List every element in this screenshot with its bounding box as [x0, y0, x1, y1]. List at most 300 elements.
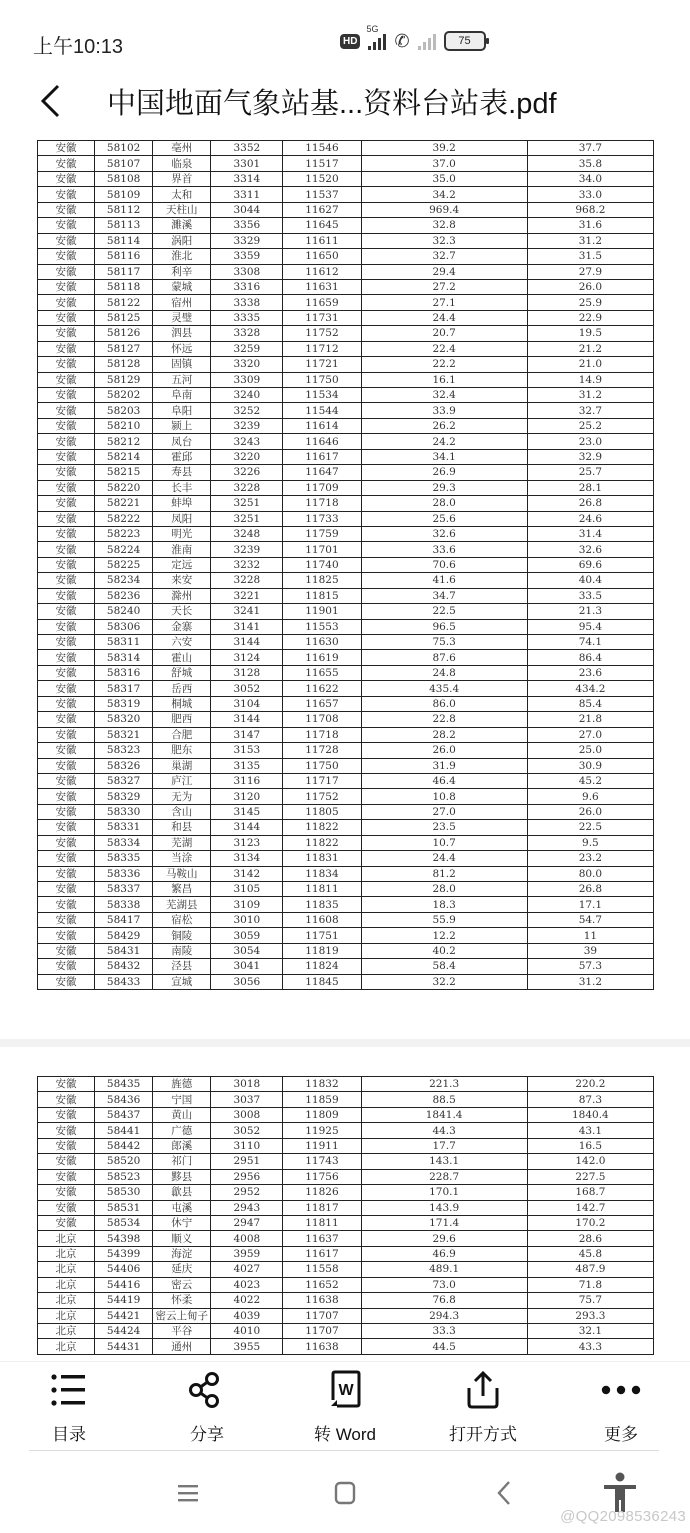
station-id-cell: 58337	[95, 882, 153, 897]
station-id-cell: 54398	[95, 1231, 153, 1246]
pdf-viewer[interactable]	[0, 133, 690, 1361]
elevation-cell: 24.8	[361, 665, 527, 680]
province-cell: 北京	[38, 1293, 95, 1308]
list-icon	[49, 1372, 89, 1408]
table-row	[38, 573, 654, 588]
station-name-cell: 舒城	[153, 665, 211, 680]
pressure-elevation-cell: 28.1	[527, 480, 653, 495]
elevation-cell: 27.2	[361, 279, 527, 294]
pressure-elevation-cell: 16.5	[527, 1138, 653, 1153]
station-table-page-2	[37, 1076, 654, 1355]
pressure-elevation-cell: 32.1	[527, 1324, 653, 1339]
latitude-cell: 3251	[211, 511, 283, 526]
table-row	[38, 789, 654, 804]
station-name-cell: 灵璧	[153, 310, 211, 325]
table-row	[38, 912, 654, 927]
longitude-cell: 11815	[283, 588, 361, 603]
signal-5g-icon	[366, 24, 386, 50]
station-id-cell: 58335	[95, 851, 153, 866]
station-id-cell: 58102	[95, 141, 153, 156]
station-name-cell: 霍山	[153, 650, 211, 665]
pressure-elevation-cell: 31.4	[527, 526, 653, 541]
status-time: 上午10:13	[33, 36, 124, 58]
home-icon	[334, 1481, 356, 1505]
table-row	[38, 1138, 654, 1153]
pressure-elevation-cell: 25.0	[527, 743, 653, 758]
province-cell: 安徽	[38, 357, 95, 372]
pressure-elevation-cell: 27.0	[527, 727, 653, 742]
longitude-cell: 11638	[283, 1293, 361, 1308]
table-row	[38, 681, 654, 696]
station-name-cell: 广德	[153, 1123, 211, 1138]
province-cell: 安徽	[38, 974, 95, 989]
longitude-cell: 11708	[283, 712, 361, 727]
longitude-cell: 11645	[283, 218, 361, 233]
station-id-cell: 54399	[95, 1246, 153, 1261]
elevation-cell: 12.2	[361, 928, 527, 943]
status-icons	[340, 24, 486, 52]
station-name-cell: 肥东	[153, 743, 211, 758]
station-name-cell: 固镇	[153, 357, 211, 372]
station-id-cell: 58122	[95, 295, 153, 310]
table-row	[38, 388, 654, 403]
elevation-cell: 10.7	[361, 835, 527, 850]
province-cell: 安徽	[38, 897, 95, 912]
station-id-cell: 58234	[95, 573, 153, 588]
elevation-cell: 86.0	[361, 696, 527, 711]
latitude-cell: 3259	[211, 341, 283, 356]
province-cell: 安徽	[38, 1077, 95, 1092]
open-with-button[interactable]	[428, 1370, 538, 1445]
latitude-cell: 4027	[211, 1262, 283, 1277]
accessibility-button[interactable]	[598, 1473, 642, 1513]
pressure-elevation-cell: 1840.4	[527, 1107, 653, 1122]
province-cell: 安徽	[38, 619, 95, 634]
table-row	[38, 465, 654, 480]
table-row	[38, 851, 654, 866]
elevation-cell: 96.5	[361, 619, 527, 634]
station-name-cell: 滁州	[153, 588, 211, 603]
elevation-cell: 26.9	[361, 465, 527, 480]
latitude-cell: 3314	[211, 171, 283, 186]
table-row	[38, 511, 654, 526]
province-cell: 安徽	[38, 604, 95, 619]
pressure-elevation-cell: 9.6	[527, 789, 653, 804]
nav-back-button[interactable]	[482, 1473, 526, 1513]
station-id-cell: 58534	[95, 1215, 153, 1230]
longitude-cell: 11650	[283, 249, 361, 264]
latitude-cell: 3018	[211, 1077, 283, 1092]
station-id-cell: 58531	[95, 1200, 153, 1215]
table-row	[38, 866, 654, 881]
home-button[interactable]	[323, 1473, 367, 1513]
table-row	[38, 496, 654, 511]
longitude-cell: 11750	[283, 372, 361, 387]
station-name-cell: 六安	[153, 635, 211, 650]
province-cell: 安徽	[38, 743, 95, 758]
station-id-cell: 58417	[95, 912, 153, 927]
province-cell: 安徽	[38, 465, 95, 480]
elevation-cell: 22.2	[361, 357, 527, 372]
station-name-cell: 怀柔	[153, 1293, 211, 1308]
back-icon	[496, 1480, 512, 1506]
pressure-elevation-cell: 74.1	[527, 635, 653, 650]
elevation-cell: 55.9	[361, 912, 527, 927]
station-name-cell: 淮南	[153, 542, 211, 557]
latitude-cell: 3328	[211, 326, 283, 341]
station-name-cell: 桐城	[153, 696, 211, 711]
latitude-cell: 3220	[211, 449, 283, 464]
pressure-elevation-cell: 40.4	[527, 573, 653, 588]
table-row	[38, 1231, 654, 1246]
elevation-cell: 969.4	[361, 202, 527, 217]
latitude-cell: 3329	[211, 233, 283, 248]
province-cell: 安徽	[38, 372, 95, 387]
pressure-elevation-cell: 31.2	[527, 974, 653, 989]
station-name-cell: 合肥	[153, 727, 211, 742]
latitude-cell: 3243	[211, 434, 283, 449]
table-row	[38, 249, 654, 264]
pressure-elevation-cell: 17.1	[527, 897, 653, 912]
province-cell: 安徽	[38, 511, 95, 526]
elevation-cell: 28.0	[361, 882, 527, 897]
pressure-elevation-cell: 26.8	[527, 496, 653, 511]
station-id-cell: 58520	[95, 1154, 153, 1169]
elevation-cell: 171.4	[361, 1215, 527, 1230]
table-row	[38, 403, 654, 418]
station-id-cell: 58432	[95, 959, 153, 974]
longitude-cell: 11811	[283, 882, 361, 897]
province-cell: 安徽	[38, 866, 95, 881]
station-id-cell: 58203	[95, 403, 153, 418]
station-name-cell: 凤台	[153, 434, 211, 449]
table-row	[38, 171, 654, 186]
latitude-cell: 3309	[211, 372, 283, 387]
station-name-cell: 泗县	[153, 326, 211, 341]
station-name-cell: 宁国	[153, 1092, 211, 1107]
table-row	[38, 279, 654, 294]
table-row	[38, 202, 654, 217]
pressure-elevation-cell: 21.3	[527, 604, 653, 619]
elevation-cell: 143.9	[361, 1200, 527, 1215]
latitude-cell: 3109	[211, 897, 283, 912]
pressure-elevation-cell: 23.6	[527, 665, 653, 680]
province-cell: 安徽	[38, 388, 95, 403]
document-title: 中国地面气象站基...资料台站表.pdf	[107, 88, 557, 120]
province-cell: 安徽	[38, 681, 95, 696]
longitude-cell: 11520	[283, 171, 361, 186]
pressure-elevation-cell: 220.2	[527, 1077, 653, 1092]
province-cell: 安徽	[38, 496, 95, 511]
elevation-cell: 34.1	[361, 449, 527, 464]
pressure-elevation-cell: 45.8	[527, 1246, 653, 1261]
longitude-cell: 11655	[283, 665, 361, 680]
pressure-elevation-cell: 14.9	[527, 372, 653, 387]
province-cell: 安徽	[38, 789, 95, 804]
elevation-cell: 32.7	[361, 249, 527, 264]
station-id-cell: 54406	[95, 1262, 153, 1277]
latitude-cell: 3241	[211, 604, 283, 619]
elevation-cell: 32.4	[361, 388, 527, 403]
station-name-cell: 阜阳	[153, 403, 211, 418]
province-cell: 北京	[38, 1231, 95, 1246]
recent-apps-button[interactable]	[166, 1473, 210, 1513]
longitude-cell: 11707	[283, 1324, 361, 1339]
station-id-cell: 58114	[95, 233, 153, 248]
province-cell: 安徽	[38, 542, 95, 557]
elevation-cell: 28.0	[361, 496, 527, 511]
station-name-cell: 凤阳	[153, 511, 211, 526]
latitude-cell: 2952	[211, 1185, 283, 1200]
longitude-cell: 11759	[283, 526, 361, 541]
province-cell: 安徽	[38, 1123, 95, 1138]
longitude-cell: 11709	[283, 480, 361, 495]
longitude-cell: 11733	[283, 511, 361, 526]
signal-weak-icon	[418, 32, 436, 50]
longitude-cell: 11608	[283, 912, 361, 927]
pressure-elevation-cell: 75.7	[527, 1293, 653, 1308]
pressure-elevation-cell: 39	[527, 943, 653, 958]
more-label: 更多	[604, 1425, 638, 1444]
station-id-cell: 58220	[95, 480, 153, 495]
station-id-cell: 58240	[95, 604, 153, 619]
station-id-cell: 58433	[95, 974, 153, 989]
station-name-cell: 长丰	[153, 480, 211, 495]
pressure-elevation-cell: 25.2	[527, 418, 653, 433]
table-row	[38, 526, 654, 541]
pressure-elevation-cell: 30.9	[527, 758, 653, 773]
longitude-cell: 11701	[283, 542, 361, 557]
longitude-cell: 11657	[283, 696, 361, 711]
more-button[interactable]	[566, 1370, 676, 1445]
province-cell: 安徽	[38, 712, 95, 727]
elevation-cell: 32.8	[361, 218, 527, 233]
station-id-cell: 58317	[95, 681, 153, 696]
pressure-elevation-cell: 9.5	[527, 835, 653, 850]
elevation-cell: 29.3	[361, 480, 527, 495]
pressure-elevation-cell: 24.6	[527, 511, 653, 526]
table-row	[38, 1262, 654, 1277]
latitude-cell: 3141	[211, 619, 283, 634]
elevation-cell: 22.4	[361, 341, 527, 356]
station-name-cell: 庐江	[153, 773, 211, 788]
station-id-cell: 58117	[95, 264, 153, 279]
elevation-cell: 39.2	[361, 141, 527, 156]
toc-button[interactable]	[14, 1370, 124, 1445]
share-nodes-icon	[188, 1371, 226, 1409]
station-name-cell: 含山	[153, 804, 211, 819]
table-row	[38, 712, 654, 727]
pressure-elevation-cell: 293.3	[527, 1308, 653, 1323]
longitude-cell: 11817	[283, 1200, 361, 1215]
hd-icon: HD	[340, 34, 360, 49]
table-row	[38, 1246, 654, 1261]
longitude-cell: 11750	[283, 758, 361, 773]
table-row	[38, 187, 654, 202]
station-id-cell: 58323	[95, 743, 153, 758]
longitude-cell: 11718	[283, 727, 361, 742]
latitude-cell: 3153	[211, 743, 283, 758]
pressure-elevation-cell: 87.3	[527, 1092, 653, 1107]
longitude-cell: 11752	[283, 326, 361, 341]
elevation-cell: 221.3	[361, 1077, 527, 1092]
latitude-cell: 3335	[211, 310, 283, 325]
table-row	[38, 974, 654, 989]
latitude-cell: 3316	[211, 279, 283, 294]
station-name-cell: 颍上	[153, 418, 211, 433]
elevation-cell: 18.3	[361, 897, 527, 912]
back-button[interactable]	[30, 79, 70, 123]
table-row	[38, 141, 654, 156]
latitude-cell: 3044	[211, 202, 283, 217]
bottom-toolbar	[0, 1361, 690, 1452]
latitude-cell: 3134	[211, 851, 283, 866]
elevation-cell: 20.7	[361, 326, 527, 341]
station-id-cell: 58319	[95, 696, 153, 711]
pressure-elevation-cell: 23.2	[527, 851, 653, 866]
longitude-cell: 11534	[283, 388, 361, 403]
pressure-elevation-cell: 31.2	[527, 233, 653, 248]
pressure-elevation-cell: 11	[527, 928, 653, 943]
station-name-cell: 天柱山	[153, 202, 211, 217]
longitude-cell: 11707	[283, 1308, 361, 1323]
longitude-cell: 11622	[283, 681, 361, 696]
pressure-elevation-cell: 21.8	[527, 712, 653, 727]
province-cell: 安徽	[38, 851, 95, 866]
latitude-cell: 3239	[211, 542, 283, 557]
pressure-elevation-cell: 80.0	[527, 866, 653, 881]
station-name-cell: 通州	[153, 1339, 211, 1354]
elevation-cell: 23.5	[361, 820, 527, 835]
longitude-cell: 11834	[283, 866, 361, 881]
menu-icon	[177, 1483, 199, 1503]
province-cell: 安徽	[38, 310, 95, 325]
province-cell: 安徽	[38, 1215, 95, 1230]
latitude-cell: 4022	[211, 1293, 283, 1308]
station-name-cell: 海淀	[153, 1246, 211, 1261]
elevation-cell: 26.2	[361, 418, 527, 433]
latitude-cell: 3239	[211, 418, 283, 433]
station-id-cell: 58306	[95, 619, 153, 634]
station-name-cell: 蚌埠	[153, 496, 211, 511]
province-cell: 安徽	[38, 1185, 95, 1200]
table-row	[38, 665, 654, 680]
pressure-elevation-cell: 35.8	[527, 156, 653, 171]
province-cell: 安徽	[38, 233, 95, 248]
table-row	[38, 835, 654, 850]
latitude-cell: 3955	[211, 1339, 283, 1354]
elevation-cell: 24.4	[361, 851, 527, 866]
elevation-cell: 170.1	[361, 1185, 527, 1200]
station-id-cell: 58338	[95, 897, 153, 912]
longitude-cell: 11835	[283, 897, 361, 912]
province-cell: 安徽	[38, 279, 95, 294]
table-row	[38, 1200, 654, 1215]
latitude-cell: 3251	[211, 496, 283, 511]
elevation-cell: 143.1	[361, 1154, 527, 1169]
table-row	[38, 1123, 654, 1138]
station-id-cell: 58225	[95, 557, 153, 572]
station-id-cell: 58109	[95, 187, 153, 202]
table-row	[38, 233, 654, 248]
latitude-cell: 3056	[211, 974, 283, 989]
latitude-cell: 3105	[211, 882, 283, 897]
station-id-cell: 58128	[95, 357, 153, 372]
province-cell: 安徽	[38, 202, 95, 217]
longitude-cell: 11717	[283, 773, 361, 788]
pressure-elevation-cell: 170.2	[527, 1215, 653, 1230]
station-id-cell: 58112	[95, 202, 153, 217]
longitude-cell: 11731	[283, 310, 361, 325]
system-nav-bar	[0, 1451, 690, 1533]
station-id-cell: 58236	[95, 588, 153, 603]
latitude-cell: 3010	[211, 912, 283, 927]
station-id-cell: 58311	[95, 635, 153, 650]
longitude-cell: 11558	[283, 1262, 361, 1277]
latitude-cell: 3116	[211, 773, 283, 788]
table-row	[38, 1077, 654, 1092]
table-row	[38, 295, 654, 310]
pressure-elevation-cell: 45.2	[527, 773, 653, 788]
province-cell: 安徽	[38, 758, 95, 773]
elevation-cell: 489.1	[361, 1262, 527, 1277]
station-name-cell: 顺义	[153, 1231, 211, 1246]
station-name-cell: 天长	[153, 604, 211, 619]
station-id-cell: 58429	[95, 928, 153, 943]
station-name-cell: 涡阳	[153, 233, 211, 248]
longitude-cell: 11826	[283, 1185, 361, 1200]
station-name-cell: 岳西	[153, 681, 211, 696]
longitude-cell: 11718	[283, 496, 361, 511]
pressure-elevation-cell: 33.5	[527, 588, 653, 603]
elevation-cell: 31.9	[361, 758, 527, 773]
longitude-cell: 11811	[283, 1215, 361, 1230]
province-cell: 安徽	[38, 820, 95, 835]
table-row	[38, 1185, 654, 1200]
province-cell: 安徽	[38, 341, 95, 356]
longitude-cell: 11822	[283, 835, 361, 850]
latitude-cell: 3041	[211, 959, 283, 974]
pressure-elevation-cell: 23.0	[527, 434, 653, 449]
station-id-cell: 58118	[95, 279, 153, 294]
pressure-elevation-cell: 43.3	[527, 1339, 653, 1354]
latitude-cell: 3308	[211, 264, 283, 279]
pressure-elevation-cell: 31.5	[527, 249, 653, 264]
longitude-cell: 11805	[283, 804, 361, 819]
elevation-cell: 35.0	[361, 171, 527, 186]
table-row	[38, 619, 654, 634]
share-button[interactable]	[152, 1370, 262, 1445]
station-name-cell: 肥西	[153, 712, 211, 727]
table-row	[38, 264, 654, 279]
table-row	[38, 897, 654, 912]
station-name-cell: 太和	[153, 187, 211, 202]
elevation-cell: 26.0	[361, 743, 527, 758]
longitude-cell: 11652	[283, 1277, 361, 1292]
elevation-cell: 33.6	[361, 542, 527, 557]
elevation-cell: 25.6	[361, 511, 527, 526]
province-cell: 安徽	[38, 1092, 95, 1107]
province-cell: 北京	[38, 1277, 95, 1292]
province-cell: 安徽	[38, 804, 95, 819]
convert-word-button[interactable]	[290, 1370, 400, 1445]
province-cell: 安徽	[38, 449, 95, 464]
station-name-cell: 黟县	[153, 1169, 211, 1184]
elevation-cell: 75.3	[361, 635, 527, 650]
longitude-cell: 11756	[283, 1169, 361, 1184]
longitude-cell: 11911	[283, 1138, 361, 1153]
svg-text:W: W	[338, 1382, 354, 1399]
